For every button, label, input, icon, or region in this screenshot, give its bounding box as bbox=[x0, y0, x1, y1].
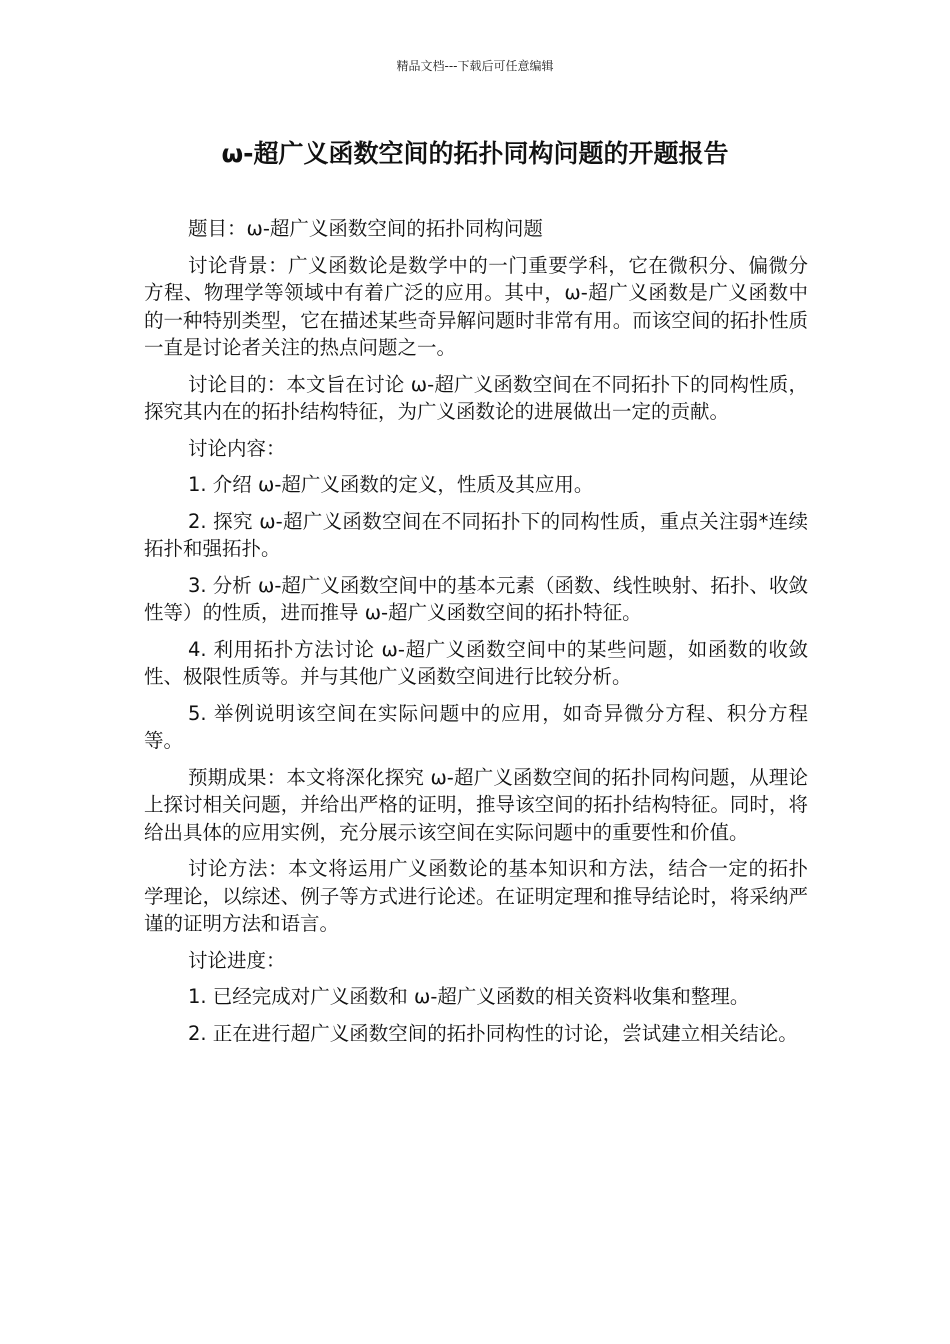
progress-item-2: 2. 正在进行超广义函数空间的拓扑同构性的讨论，尝试建立相关结论。 bbox=[188, 1021, 798, 1045]
document-body bbox=[144, 215, 808, 1056]
content-item-4: 4. 利用拓扑方法讨论 ω-超广义函数空间中的某些问题，如函数的收敛性、极限性质等。并与其他广义函数空间进行比较分析。 bbox=[144, 637, 808, 688]
paragraph-method: 讨论方法：本文将运用广义函数论的基本知识和方法，结合一定的拓扑学理论，以综述、例子等方式进行论述。在证明定理和推导结论时，将采纳严谨的证明方法和语言。 bbox=[144, 857, 808, 935]
paragraph-purpose: 讨论目的：本文旨在讨论 ω-超广义函数空间在不同拓扑下的同构性质，探究其内在的拓扑结构特征，为广义函数论的进展做出一定的贡献。 bbox=[144, 372, 808, 423]
header-note: 精品文档---下载后可任意编辑 bbox=[396, 59, 554, 73]
paragraph-expected-results: 预期成果：本文将深化探究 ω-超广义函数空间的拓扑同构问题，从理论上探讨相关问题，并给出严格的证明，推导该空间的拓扑结构特征。同时，将给出具体的应用实例，充分展示该空间在实际问题中的重要性和价值。 bbox=[144, 765, 808, 844]
paragraph-progress-heading: 讨论进度： bbox=[188, 948, 286, 972]
paragraph-topic: 题目：ω-超广义函数空间的拓扑同构问题 bbox=[188, 217, 543, 240]
progress-item-1: 1. 已经完成对广义函数和 ω-超广义函数的相关资料收集和整理。 bbox=[188, 985, 750, 1008]
document-title: ω-超广义函数空间的拓扑同构问题的开题报告 bbox=[221, 139, 729, 168]
content-item-1: 1. 介绍 ω-超广义函数的定义，性质及其应用。 bbox=[188, 473, 594, 496]
content-item-5: 5. 举例说明该空间在实际问题中的应用，如奇异微分方程、积分方程等。 bbox=[144, 701, 808, 752]
content-item-3: 3. 分析 ω-超广义函数空间中的基本元素（函数、线性映射、拓扑、收敛性等）的性质，进而推导 ω-超广义函数空间的拓扑特征。 bbox=[144, 573, 808, 624]
paragraph-content-heading: 讨论内容： bbox=[188, 436, 286, 460]
content-item-2: 2. 探究 ω-超广义函数空间在不同拓扑下的同构性质，重点关注弱*连续拓扑和强拓扑。 bbox=[144, 509, 808, 560]
paragraph-background: 讨论背景：广义函数论是数学中的一门重要学科，它在微积分、偏微分方程、物理学等领域中有着广泛的应用。其中，ω-超广义函数是广义函数中的一种特别类型，它在描述某些奇异解问题时非常有用。而该空间的拓扑性质一直是讨论者关注的热点问题之一。 bbox=[144, 253, 808, 359]
